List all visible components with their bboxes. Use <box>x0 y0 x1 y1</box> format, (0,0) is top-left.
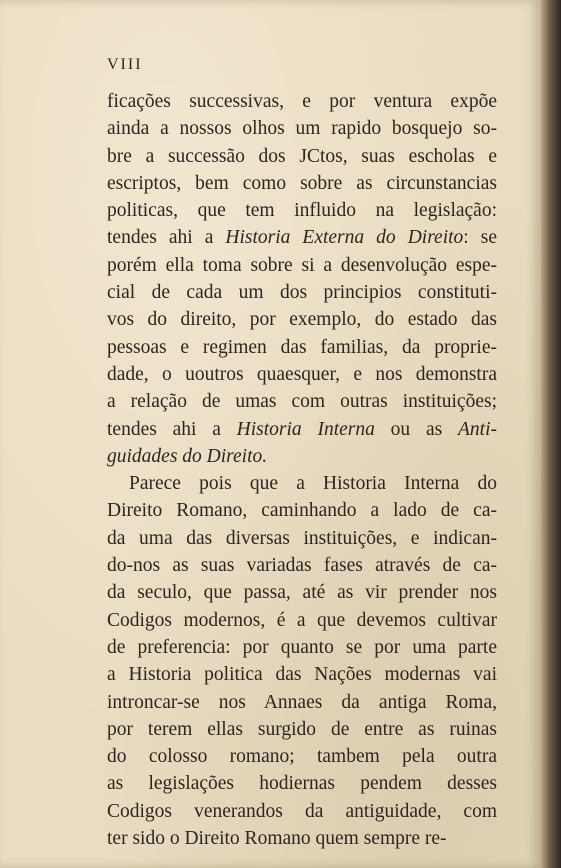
text-line: da uma das diversas instituições, e indican- <box>107 527 497 549</box>
text-line: dade, o uoutros quaesquer, e nos demonstra <box>107 363 497 385</box>
text-line: Codigos venerandos da antiguidade, com <box>107 800 497 822</box>
text-line: de preferencia: por quanto se por uma parte <box>107 636 497 658</box>
page-number: VIII <box>107 56 143 73</box>
text-line: bre a successão dos JCtos, suas escholas e <box>107 145 497 167</box>
text-line: as legislações hodiernas pendem desses <box>107 773 497 795</box>
text-line: por terem ellas surgido de entre as ruinas <box>107 718 497 740</box>
text-line: vos do direito, por exemplo, do estado das <box>107 309 497 331</box>
text-line: da seculo, que passa, até as vir prender nos <box>107 582 497 604</box>
text-line: porém ella toma sobre si a desenvolução espe- <box>107 254 497 276</box>
text-line: introncar-se nos Annaes da antiga Roma, <box>107 691 497 713</box>
text-line <box>107 224 497 251</box>
text-line: Direito Romano, caminhando a lado de ca- <box>107 500 497 522</box>
body-text <box>107 88 497 852</box>
text-line: Codigos modernos, é a que devemos cultivar <box>107 609 497 631</box>
text-line: escriptos, bem como sobre as circunstancias <box>107 172 497 194</box>
text-line: cial de cada um dos principios constituti- <box>107 282 497 304</box>
italic-run: Historia Interna <box>236 418 375 440</box>
text-line <box>107 443 497 470</box>
text-line <box>107 416 497 443</box>
text-line: pessoas e regimen das familias, da proprie- <box>107 336 497 358</box>
text-line: ficações successivas, e por ventura expõe <box>107 91 497 112</box>
text-line: ter sido o Direito Romano quem sempre re- <box>107 828 447 850</box>
text-run: tendes ahi a <box>107 418 237 440</box>
text-line: ainda a nossos olhos um rapido bosquejo so- <box>107 118 497 140</box>
book-gutter <box>541 0 561 868</box>
italic-run: guidades do Direito. <box>107 445 268 467</box>
text-line: Parece pois que a Historia Interna do <box>129 473 497 495</box>
text-line: do colosso romano; tambem pela outra <box>107 746 497 768</box>
text-run: tendes ahi a <box>107 227 226 249</box>
text-run: : se <box>463 227 497 249</box>
text-run: ou as <box>374 418 459 440</box>
text-line: do-nos as suas variadas fases através de ca- <box>107 555 497 577</box>
text-line: a relação de umas com outras instituições; <box>107 391 497 413</box>
italic-run: Historia Externa do Direito <box>225 227 464 249</box>
italic-run: Anti- <box>458 418 498 440</box>
text-line: politicas, que tem influido na legislação: <box>107 200 497 222</box>
text-line: a Historia politica das Nações modernas vai <box>107 664 497 686</box>
